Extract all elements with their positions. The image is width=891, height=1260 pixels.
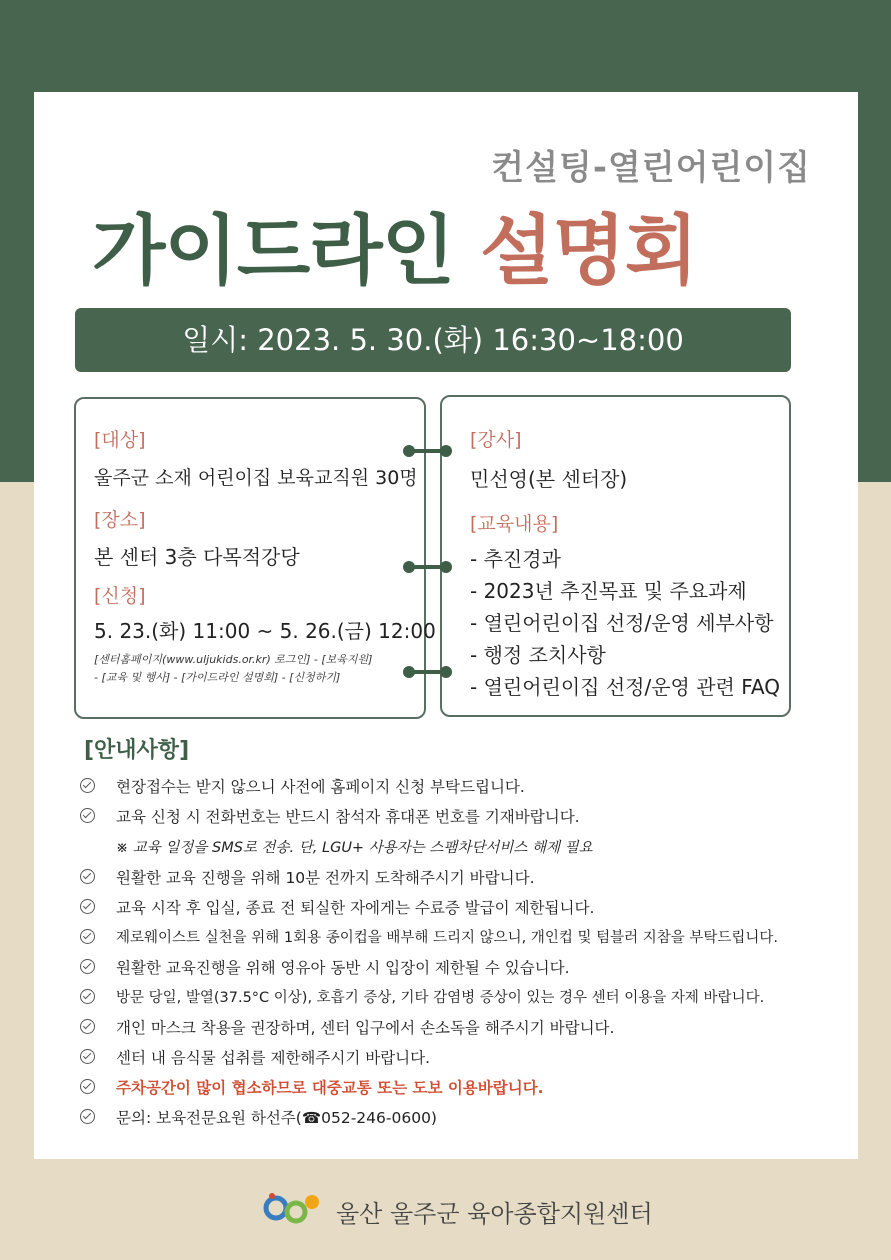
notice-item-warning: 주차공간이 많이 협소하므로 대중교통 또는 도보 이용바랍니다.	[80, 1076, 840, 1102]
lecturer-label: [강사]	[470, 429, 522, 451]
place-label: [장소]	[94, 509, 146, 531]
place-value: 본 센터 3층 다목적강당	[94, 545, 300, 569]
apply-label: [신청]	[94, 585, 146, 607]
notice-item: 원활한 교육진행을 위해 영유아 동반 시 입장이 제한될 수 있습니다.	[80, 956, 840, 982]
target-value: 울주군 소재 어린이집 보육교직원 30명	[94, 467, 418, 489]
notice-item: 센터 내 음식물 섭취를 제한해주시기 바랍니다.	[80, 1046, 840, 1072]
check-circle-icon	[80, 959, 95, 974]
connector-dot	[440, 666, 452, 678]
connector-dot	[403, 445, 415, 457]
date-bar: 일시: 2023. 5. 30.(화) 16:30~18:00	[75, 308, 791, 372]
check-circle-icon	[80, 989, 95, 1004]
apply-note-1: [센터홈페이지(www.uljukids.or.kr) 로그인] - [보육지원]	[94, 653, 373, 666]
notice-item: 제로웨이스트 실천을 위해 1회용 종이컵을 배부해 드리지 않으니, 개인컵 및 텀블러 지참을 부탁드립니다.	[80, 926, 840, 952]
check-circle-icon	[80, 899, 95, 914]
title-accent: 설명회	[480, 206, 698, 295]
check-circle-icon	[80, 929, 95, 944]
connector-dot	[440, 445, 452, 457]
org-name: 울산 울주군 육아종합지원센터	[336, 1200, 653, 1228]
notice-item: 개인 마스크 착용을 권장하며, 센터 입구에서 손소독을 해주시기 바랍니다.	[80, 1016, 840, 1042]
apply-note-2: - [교육 및 행사] - [가이드라인 설명회] - [신청하기]	[94, 671, 341, 684]
check-circle-icon	[80, 1109, 95, 1124]
target-label: [대상]	[94, 429, 146, 451]
notice-item: 원활한 교육 진행을 위해 10분 전까지 도착해주시기 바랍니다.	[80, 866, 840, 892]
connector-dot	[403, 666, 415, 678]
check-circle-icon	[80, 1019, 95, 1034]
subtitle: 컨설팅-열린어린이집	[491, 148, 811, 188]
title-main: 가이드라인	[92, 206, 455, 295]
content-item: - 행정 조치사항	[470, 643, 606, 667]
sms-note: ※ 교육 일정을 SMS로 전송. 단, LGU+ 사용자는 스팸차단서비스 해제 필요	[116, 840, 593, 856]
center-logo-icon	[262, 1188, 324, 1228]
content-item: - 2023년 추진목표 및 주요과제	[470, 579, 747, 603]
content-item: - 열린어린이집 선정/운영 세부사항	[470, 611, 774, 635]
poster-title	[92, 190, 792, 299]
notice-item-contact: 문의: 보육전문요원 하선주(☎052-246-0600)	[80, 1106, 840, 1132]
connector-dot	[403, 561, 415, 573]
info-box-left	[74, 397, 436, 719]
check-circle-icon	[80, 808, 95, 823]
check-circle-icon	[80, 869, 95, 884]
check-circle-icon	[80, 1049, 95, 1064]
notice-item: 현장접수는 받지 않으니 사전에 홈페이지 신청 부탁드립니다.	[80, 775, 840, 801]
notice-item: 방문 당일, 발열(37.5°C 이상), 호흡기 증상, 기타 감염병 증상이 있는 경우 센터 이용을 자제 바랍니다.	[80, 986, 840, 1012]
content-label: [교육내용]	[470, 513, 559, 535]
check-circle-icon	[80, 778, 95, 793]
notice-item: 교육 시작 후 입실, 종료 전 퇴실한 자에게는 수료증 발급이 제한됩니다.	[80, 896, 840, 922]
lecturer-value: 민선영(본 센터장)	[470, 467, 628, 491]
check-circle-icon	[80, 1079, 95, 1094]
notice-item: 교육 신청 시 전화번호는 반드시 참석자 휴대폰 번호를 기재바랍니다.	[80, 805, 840, 831]
info-box-right	[440, 395, 791, 717]
connector-dot	[440, 561, 452, 573]
content-item: - 추진경과	[470, 547, 561, 571]
notice-title: [안내사항]	[84, 738, 190, 763]
apply-value: 5. 23.(화) 11:00 ~ 5. 26.(금) 12:00	[94, 619, 436, 643]
content-item: - 열린어린이집 선정/운영 관련 FAQ	[470, 675, 780, 699]
